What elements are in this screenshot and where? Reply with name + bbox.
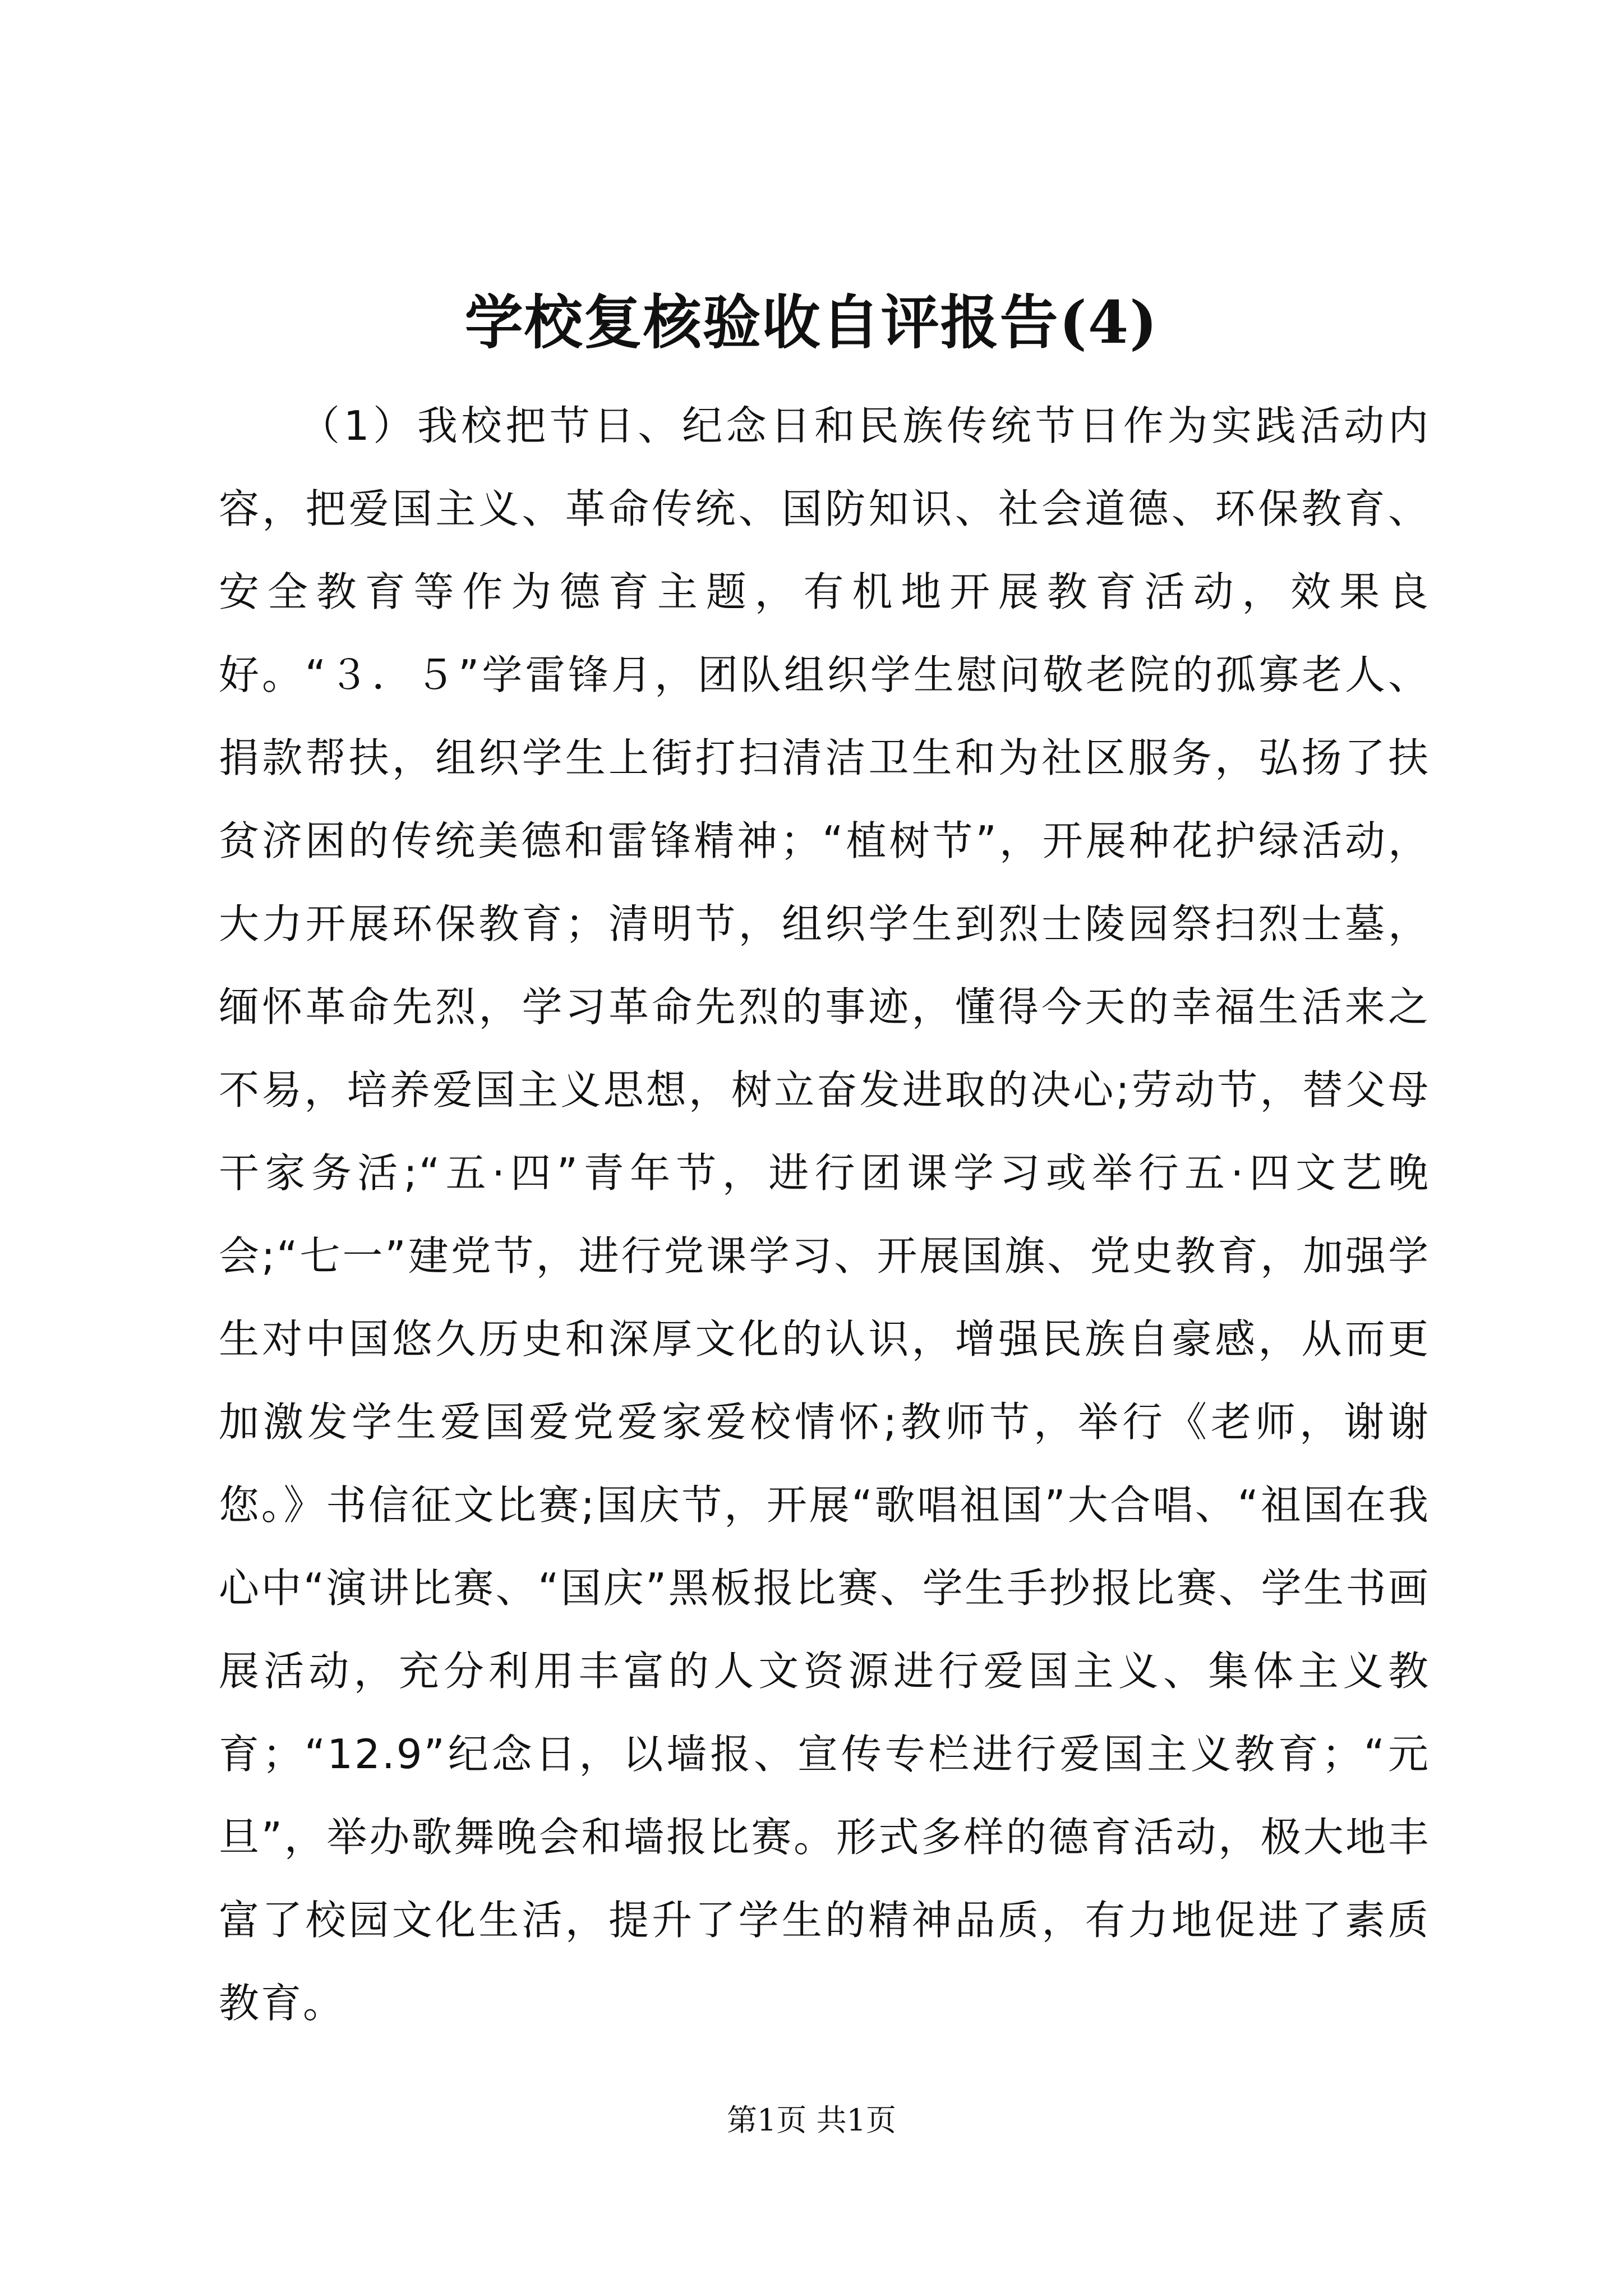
- body-paragraph: （1）我校把节日、纪念日和民族传统节日作为实践活动内容，把爱国主义、革命传统、国防知识、社会道德、环保教育、安全教育等作为德育主题，有机地开展教育活动，效果良好。“３．５”学雷锋月，团队组织学生慰问敬老院的孤寡老人、捐款帮扶，组织学生上街打扫清洁卫生和为社区服务，弘扬了扶贫济困的传统美德和雷锋精神；“植树节”，开展种花护绿活动，大力开展环保教育；清明节，组织学生到烈士陵园祭扫烈士墓，缅怀革命先烈，学习革命先烈的事迹，懂得今天的幸福生活来之不易，培养爱国主义思想，树立奋发进取的决心;劳动节，替父母干家务活;“五·四”青年节，进行团课学习或举行五·四文艺晚会;“七一”建党节，进行党课学习、开展国旗、党史教育，加强学生对中国悠久历史和深厚文化的认识，增强民族自豪感，从而更加激发学生爱国爱党爱家爱校情怀;教师节，举行《老师，谢谢您。》书信征文比赛;国庆节，开展“歌唱祖国”大合唱、“祖国在我心中“演讲比赛、“国庆”黑板报比赛、学生手抄报比赛、学生书画展活动，充分利用丰富的人文资源进行爱国主义、集体主义教育；“12.9”纪念日，以墙报、宣传专栏进行爱国主义教育；“元旦”，举办歌舞晚会和墙报比赛。形式多样的德育活动，极大地丰富了校园文化生活，提升了学生的精神品质，有力地促进了素质教育。: [219, 402, 1430, 2027]
- page-footer: 第1页 共1页: [727, 2102, 896, 2138]
- document-title: 学校复核验收自评报告(4): [464, 288, 1159, 357]
